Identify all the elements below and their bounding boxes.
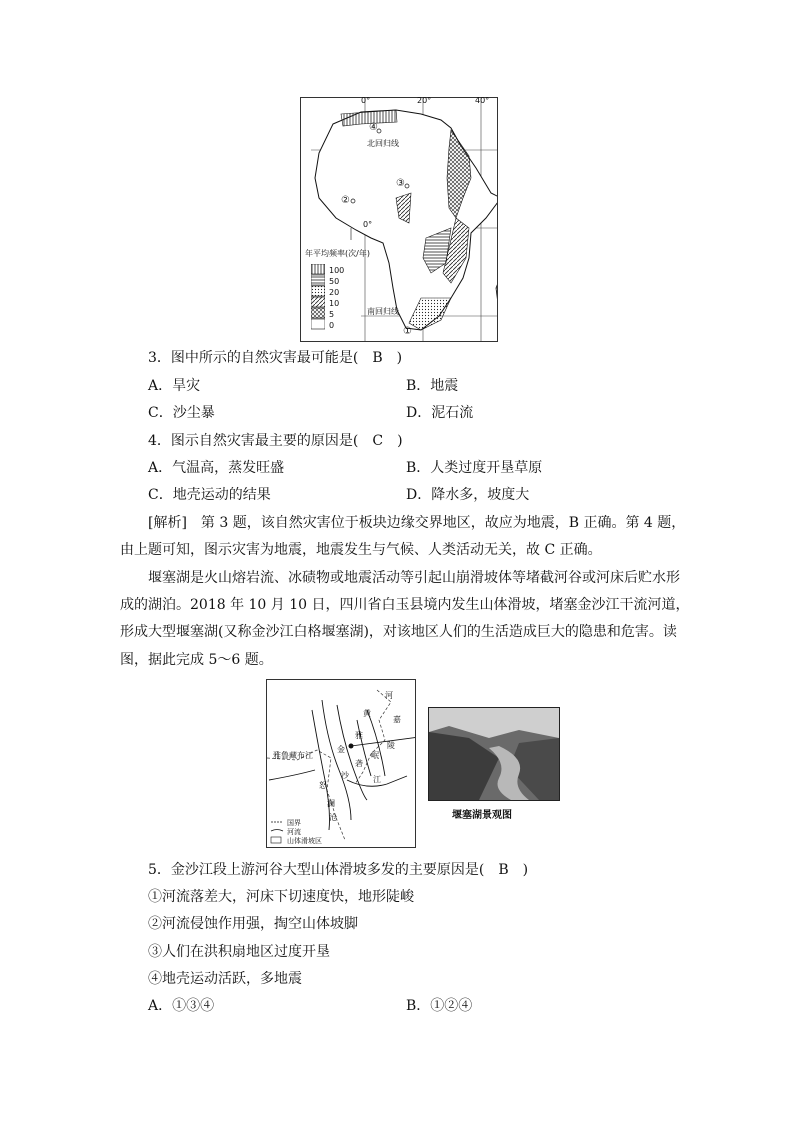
legend-value-5: 5	[329, 310, 335, 319]
q3-option-c: C．沙尘暴	[148, 405, 215, 421]
legend-value-0: 0	[329, 321, 335, 330]
q5-statement-3: ③人们在洪积扇地区过度开垦	[148, 944, 330, 960]
label-ling: 陵	[387, 741, 395, 750]
q3-option-a: A．旱灾	[148, 378, 201, 394]
legend-swatches	[311, 264, 325, 334]
q5-statement-4: ④地壳运动活跃，多地震	[148, 971, 302, 987]
legend-value-100: 100	[329, 266, 345, 275]
label-min: 岷	[371, 751, 379, 760]
label-he: 河	[385, 691, 393, 700]
north-tropic-label: 北回归线	[367, 139, 399, 148]
dammed-lake-photo	[428, 707, 560, 801]
q5-stem: 5．金沙江段上游河谷大型山体滑坡多发的主要原因是( B )	[148, 862, 529, 878]
marker-2: ②	[341, 195, 350, 206]
q4-option-c: C．地壳运动的结果	[148, 487, 271, 503]
q3-stem: 3．图中所示的自然灾害最可能是( B )	[148, 350, 403, 366]
q4-option-a: A．气温高，蒸发旺盛	[148, 460, 285, 476]
label-lan: 澜	[327, 799, 335, 808]
photo-drawing	[429, 708, 559, 800]
lon-label-0: 0°	[361, 96, 371, 105]
label-sha: 沙	[341, 771, 349, 780]
marker-3: ③	[396, 178, 405, 189]
intro-line-1: 堰塞湖是火山熔岩流、冰碛物或地震活动等引起山崩滑坡体等堵截河谷或河床后贮水形	[148, 570, 680, 586]
label-jia: 嘉	[393, 715, 401, 724]
legend-border: 国界	[287, 819, 301, 827]
photo-caption: 堰塞湖景观图	[452, 810, 512, 821]
marker-4: ④	[369, 122, 378, 133]
legend-value-50: 50	[329, 277, 340, 286]
legend-landslide: 山体滑坡区	[287, 837, 322, 845]
q4-option-b: B．人类过度开垦草原	[406, 460, 543, 476]
equator-label: 0°	[363, 220, 373, 229]
q4-stem: 4．图示自然灾害最主要的原因是( C )	[148, 433, 403, 449]
q5-statement-1: ①河流落差大，河床下切速度快，地形陡峻	[148, 889, 414, 905]
marker-1: ①	[403, 326, 412, 337]
legend-swatch-stack	[311, 264, 325, 330]
intro-line-4: 图，据此完成 5～6 题。	[120, 652, 273, 668]
analysis-line-2: 由上题可知，图示灾害为地震，地震发生与气候、人类活动无关，故 C 正确。	[120, 542, 602, 558]
q5-option-a: A．①③④	[148, 998, 215, 1014]
legend-river: 河流	[287, 828, 301, 836]
lon-label-40: 40°	[475, 96, 490, 105]
q5-option-b: B．①②④	[406, 998, 473, 1014]
africa-map	[300, 97, 498, 342]
q5-statement-2: ②河流侵蚀作用强，掏空山体坡脚	[148, 916, 358, 932]
analysis-line-1: [解析] 第 3 题，该自然灾害位于板块边缘交界地区，故应为地震，B 正确。第 4 题，	[148, 515, 686, 531]
legend-title: 年平均频率(次/年)	[305, 249, 370, 258]
label-yarlung: 雅鲁藏布江	[273, 751, 313, 760]
label-jiang: 江	[373, 775, 381, 784]
river-map	[266, 679, 416, 848]
q3-option-d: D．泥石流	[406, 405, 474, 421]
label-jin: 金	[337, 745, 345, 754]
label-long: 砻	[355, 759, 363, 768]
lon-label-20: 20°	[417, 96, 432, 105]
legend-value-10: 10	[329, 299, 340, 308]
label-huang: 黄	[363, 709, 371, 718]
label-cang: 沧	[329, 813, 337, 822]
label-nu: 怒	[319, 781, 327, 790]
q4-option-d: D．降水多，坡度大	[406, 487, 530, 503]
intro-line-3: 形成大型堰塞湖(又称金沙江白格堰塞湖)，对该地区人们的生活造成巨大的隐患和危害。读	[120, 624, 677, 640]
intro-line-2: 成的湖泊。2018 年 10 月 10 日，四川省白玉县境内发生山体滑坡，堵塞金沙江干流河道，	[120, 597, 690, 613]
label-ya: 雅	[355, 731, 363, 740]
q3-option-b: B．地震	[406, 378, 459, 394]
south-tropic-label: 南回归线	[367, 307, 399, 316]
legend-value-20: 20	[329, 288, 340, 297]
